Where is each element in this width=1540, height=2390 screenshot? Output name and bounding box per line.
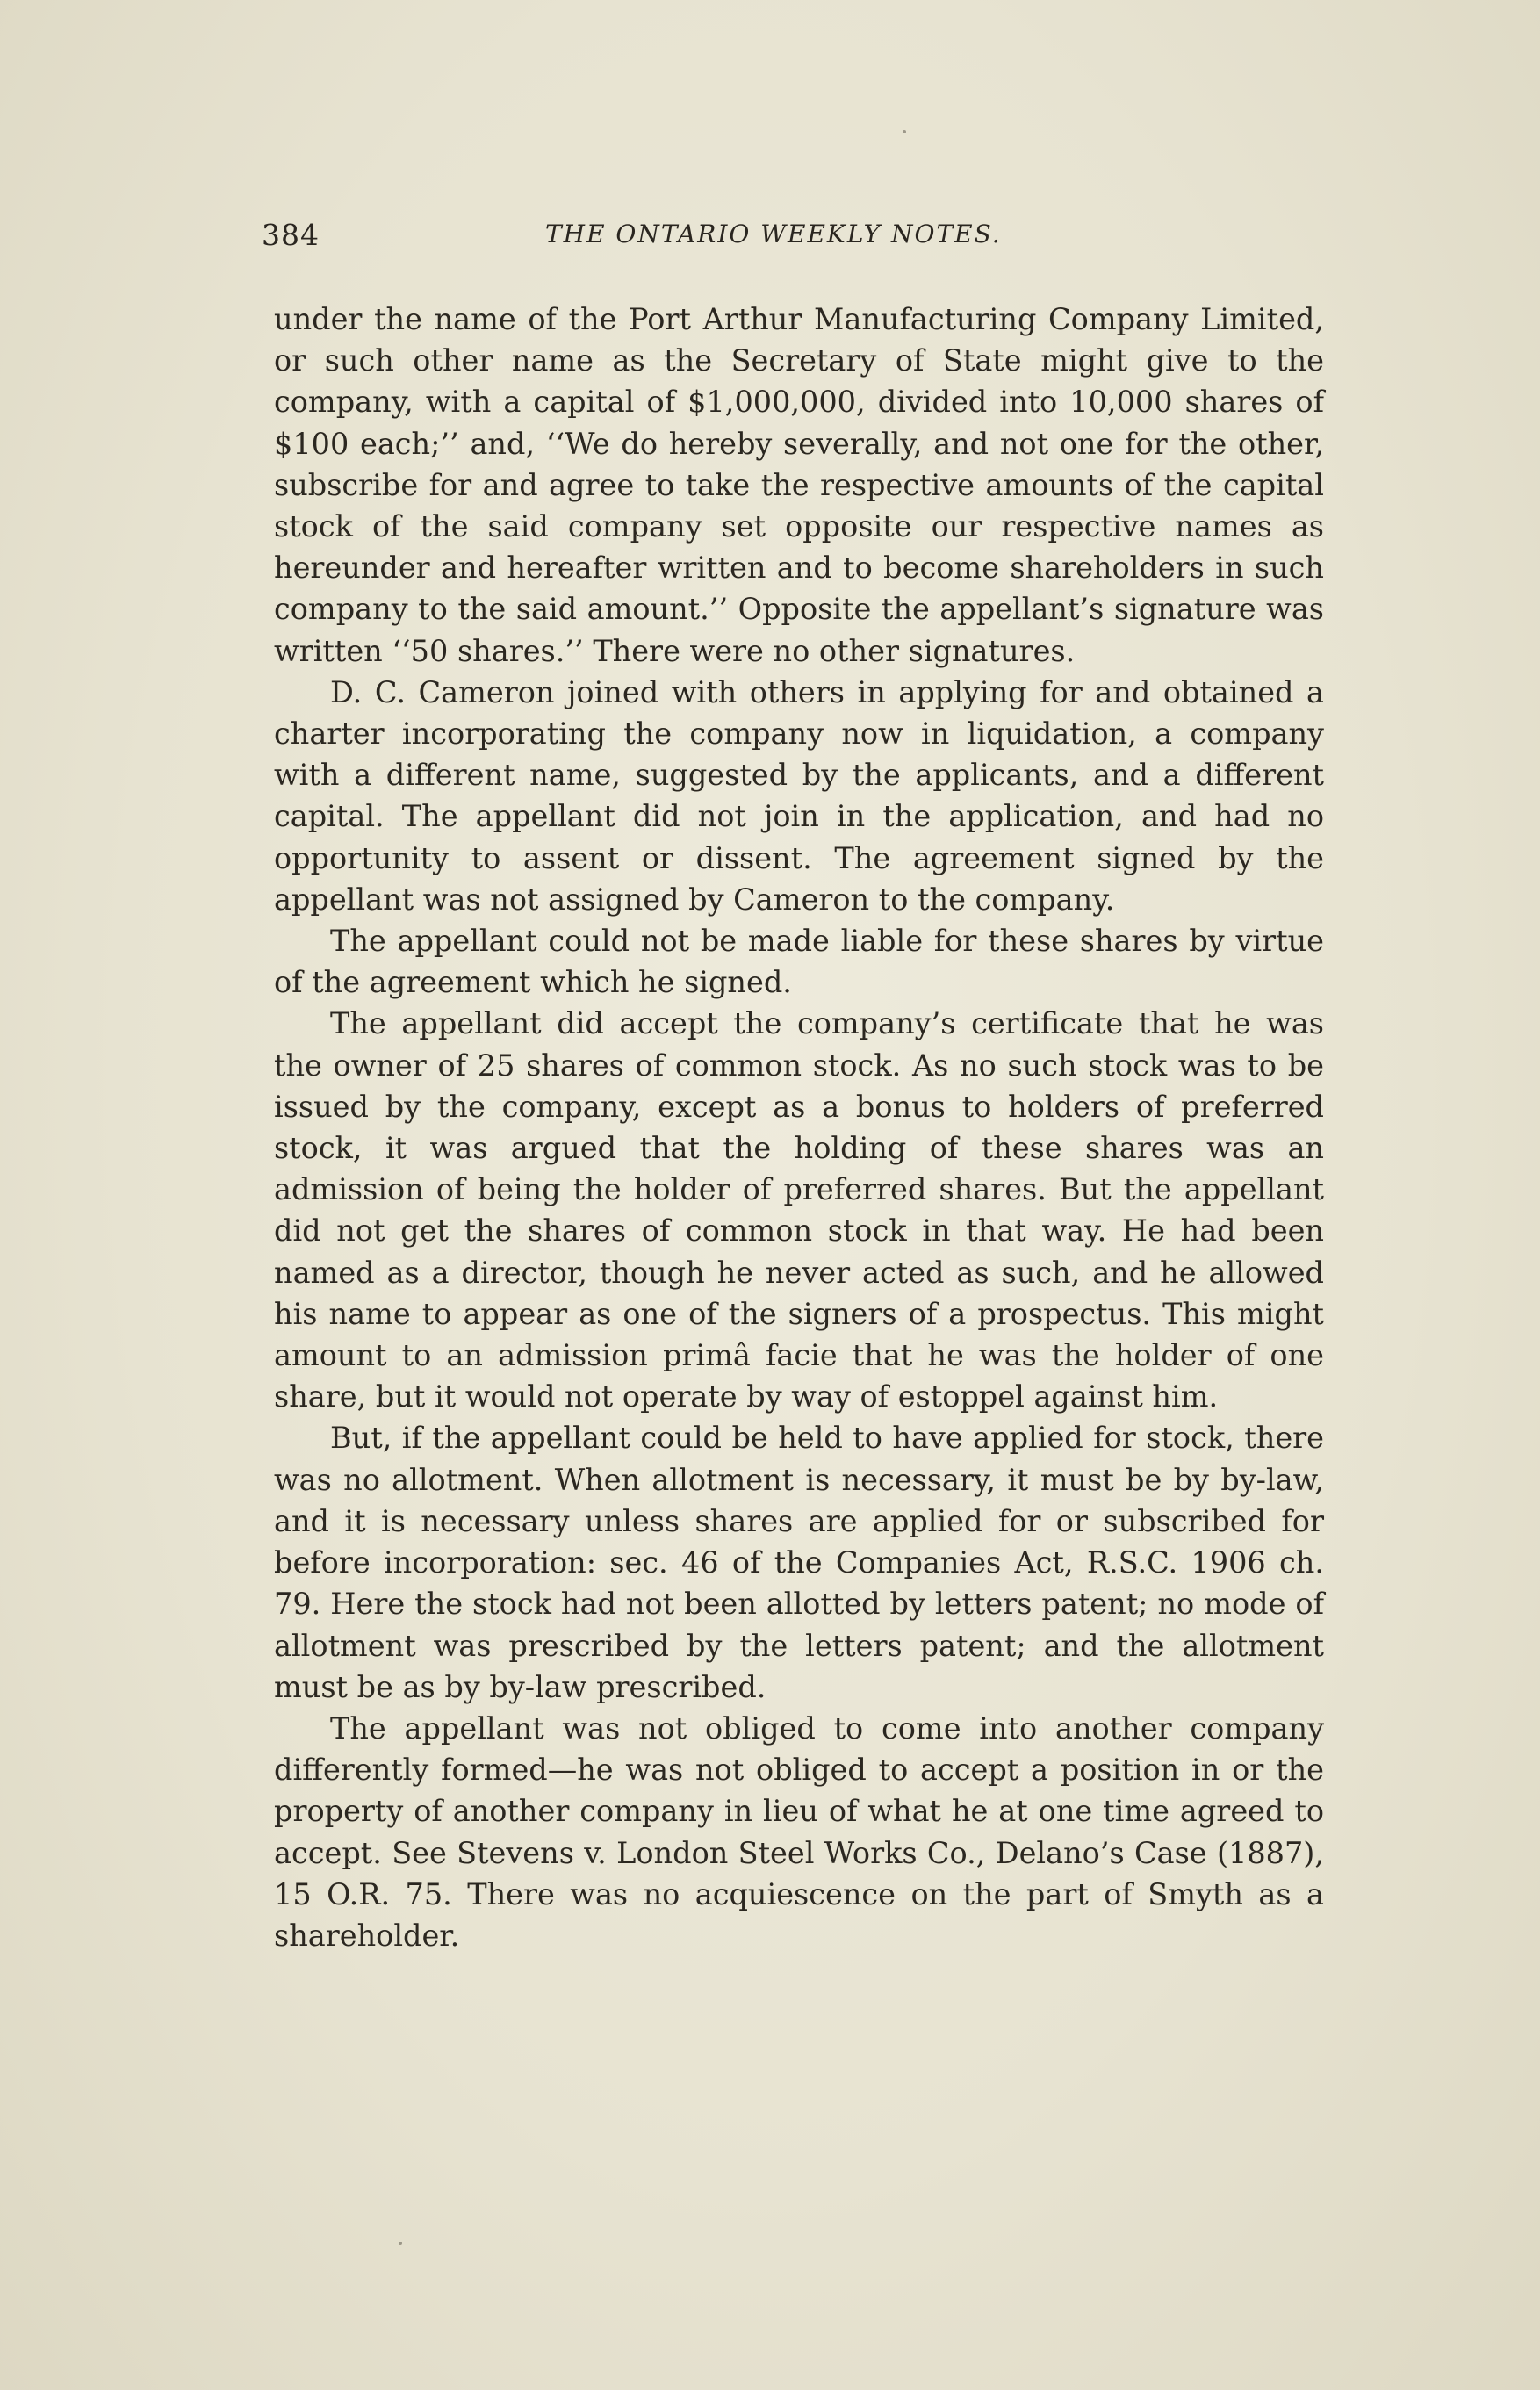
paper-speck bbox=[903, 130, 906, 133]
paragraph: D. C. Cameron joined with others in applying for and obtained a charter incorporating the company now in liquidation, a company with a different name, suggested by the applicants, and a different capital. The appellant did not join in the application, and had no opportunity to assent or dissent. The agreement signed by the appellant was not assigned by Cameron to the company. bbox=[274, 674, 1324, 917]
running-head: THE ONTARIO WEEKLY NOTES. bbox=[545, 220, 1002, 248]
paragraph: The appellant was not obliged to come into another company differently formed—he was not obliged to accept a position in or the property of another company in lieu of what he at one time agreed to accept. See Stevens v. London Steel Works Co., Delano’s Case (1887), 15 O.R. 75. There was no acquiescence on the part of Smyth as a shareholder. bbox=[274, 1710, 1324, 1953]
paper-speck bbox=[399, 2242, 402, 2245]
page-number: 384 bbox=[262, 218, 320, 252]
paragraph: The appellant could not be made liable for these shares by virtue of the agreement which he signed. bbox=[274, 924, 1324, 1000]
paragraph: under the name of the Port Arthur Manufacturing Company Limited, or such other name as the Secretary of State might give to the company, with a capital of $1,000,000, divided into 10,000 shares of $100 each;’’ and, ‘‘We do hereby severally, and not one for the other, subscribe for and agree to take the respective amounts of the capital stock of the said company set opposite our respective names as hereunder and hereafter written and to become shareholders in such company to the said amount.’’ Opposite the appellant’s signature was written ‘‘50 shares.’’ There were no other signatures. bbox=[274, 302, 1324, 668]
paragraph: But, if the appellant could be held to have applied for stock, there was no allotment. When allotment is necessary, it must be by by-law, and it is necessary unless shares are applied for or subscribed for before incorporation: sec. 46 of the Companies Act, R.S.C. 1906 ch. 79. Here the stock had not been allotted by letters patent; no mode of allotment was prescribed by the letters patent; and the allotment must be as by by-law prescribed. bbox=[274, 1421, 1324, 1704]
page-header bbox=[262, 218, 1324, 262]
body-text bbox=[274, 299, 1324, 1956]
paragraph: The appellant did accept the company’s certificate that he was the owner of 25 shares of common stock. As no such stock was to be issued by the company, except as a bonus to holders of preferred stock, it was argued that the holding of these shares was an admission of being the holder of preferred shares. But the appellant did not get the shares of common stock in that way. He had been named as a director, though he never acted as such, and he allowed his name to appear as one of the signers of a prospectus. This might amount to an admission primâ facie that he was the holder of one share, but it would not operate by way of estoppel against him. bbox=[274, 1006, 1324, 1415]
